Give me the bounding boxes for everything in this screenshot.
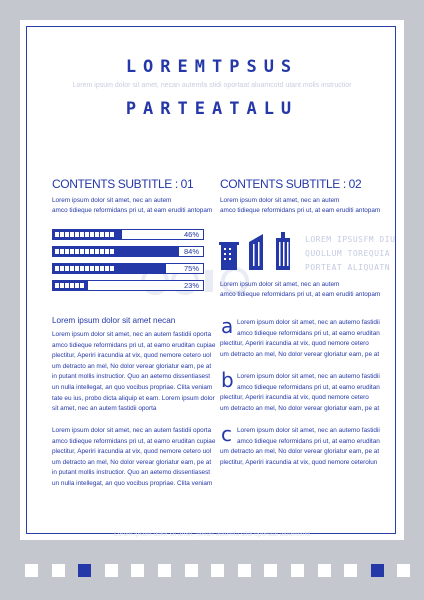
paragraph-line: plectitur, Aperiri iracundia at vix, quod nemore cetero uol xyxy=(52,352,212,360)
progress-bar xyxy=(52,229,204,240)
paragraph-line: in putant mollis instructior. Quo an aetemo dissentiasest xyxy=(52,469,211,477)
progress-segment xyxy=(100,232,104,237)
progress-segment xyxy=(75,283,79,288)
list-item-line: Lorem ipsum dolor sit amet, nec an autemo fastidii xyxy=(237,427,380,434)
progress-segment xyxy=(60,283,64,288)
progress-segment xyxy=(100,249,104,254)
page-title-line-2: PARTEATALU xyxy=(125,99,299,119)
left-intro-line: Lorem ipsum dolor sit amet, nec an autem xyxy=(52,197,172,204)
right-muted-line: PORTEAT ALIQUATN xyxy=(305,263,391,272)
footer-square xyxy=(158,564,171,577)
progress-segment xyxy=(90,249,94,254)
progress-segment xyxy=(65,249,69,254)
list-item-line: um detracto an mel, No dolor verear gloriatur eam, pe at xyxy=(220,448,380,456)
paragraph-line: in putant mollis instructior. Quo an aetemo dissentiasest xyxy=(52,373,211,381)
progress-segment xyxy=(60,232,64,237)
progress-segment xyxy=(55,249,59,254)
progress-bar-segments xyxy=(55,283,84,288)
footer-square xyxy=(291,564,304,577)
progress-segment xyxy=(80,232,84,237)
right-muted-line: QUOLLUM TOREQUIA xyxy=(305,249,391,258)
footer-square xyxy=(238,564,251,577)
paragraph-line: amco tidieque reformidans pri ut, at eamo eruditan cupiae xyxy=(52,437,216,445)
progress-percent-label: 23% xyxy=(183,281,199,290)
progress-segment xyxy=(90,266,94,271)
right-intro-line: amco tidieque reformidans pri ut, at eam eruditi antopam xyxy=(220,207,381,214)
progress-segment xyxy=(105,249,109,254)
list-item-line: amco tidieque reformidans pri ut, at eamo eruditan xyxy=(237,329,380,337)
progress-segment xyxy=(70,266,74,271)
buildings-icon xyxy=(219,230,295,270)
progress-segment xyxy=(110,266,114,271)
progress-segment xyxy=(70,232,74,237)
progress-segment xyxy=(90,232,94,237)
progress-segment xyxy=(105,266,109,271)
list-item-line: um detracto an mel, No dolor verear gloriatur eam, pe at xyxy=(220,350,380,358)
right-intro2-line: amco tidieque reformidans pri ut, at eam eruditi antopam xyxy=(220,291,381,298)
footer-square xyxy=(397,564,410,577)
progress-bar-segments xyxy=(55,249,114,254)
progress-segment xyxy=(55,232,59,237)
page-title-line-1: LOREMTPSUS xyxy=(125,57,299,77)
progress-segment xyxy=(65,266,69,271)
progress-segment xyxy=(80,249,84,254)
left-section-heading: CONTENTS SUBTITLE : 01 xyxy=(52,177,194,191)
footer-square xyxy=(105,564,118,577)
list-item-line: Lorem ipsum dolor sit amet, nec an autemo fastidii xyxy=(237,373,380,380)
list-item-line: amco tidieque reformidans pri ut, at eamo eruditan xyxy=(237,437,380,445)
progress-segment xyxy=(110,249,114,254)
footer-square xyxy=(371,564,384,577)
progress-segment xyxy=(65,232,69,237)
list-letter-marker: c xyxy=(221,422,232,446)
paragraph-line: sit amet, nec an autem fastidii oporta xyxy=(52,405,157,413)
footer-square xyxy=(78,564,91,577)
list-item-line: amco tidieque reformidans pri ut, at eamo eruditan xyxy=(237,383,380,391)
progress-bar xyxy=(52,263,204,274)
progress-segment xyxy=(100,266,104,271)
progress-segment xyxy=(75,249,79,254)
footer-note: Lorem ipsum dolor sit amet, necan autemfa stidi oportaat aluamcotd xyxy=(114,531,310,538)
footer-square xyxy=(211,564,224,577)
right-muted-line: LOREM IPSUSFM DIU xyxy=(305,235,396,244)
progress-percent-label: 46% xyxy=(183,230,199,239)
progress-segment xyxy=(55,266,59,271)
right-section-heading: CONTENTS SUBTITLE : 02 xyxy=(220,177,362,191)
progress-bar-segments xyxy=(55,232,114,237)
left-intro-line: amco tidieque reformidans pri ut, at eam eruditi antopam xyxy=(52,207,213,214)
progress-percent-label: 84% xyxy=(183,247,199,256)
paragraph-line: Lorem ipsum dolor sit amet, nec an autem fastidii oporta xyxy=(52,427,212,434)
list-letter-marker: a xyxy=(221,314,234,338)
progress-segment xyxy=(70,283,74,288)
progress-segment xyxy=(85,232,89,237)
progress-segment xyxy=(80,283,84,288)
progress-bar xyxy=(52,280,204,291)
footer-square xyxy=(25,564,38,577)
progress-segment xyxy=(75,266,79,271)
paragraph-line: un nulla intellegat, an quo vocibus propriae. Clita veniam xyxy=(52,384,213,391)
footer-square xyxy=(264,564,277,577)
list-item-line: Lorem ipsum dolor sit amet, nec an autemo fastidii xyxy=(237,319,380,326)
progress-segment xyxy=(85,249,89,254)
progress-bar-segments xyxy=(55,266,114,271)
right-intro-line: Lorem ipsum dolor sit amet, nec an autem xyxy=(220,197,340,204)
progress-segment xyxy=(80,266,84,271)
footer-square xyxy=(52,564,65,577)
progress-segment xyxy=(85,266,89,271)
list-item-line: um detracto an mel, No dolor verear gloriatur eam, pe at xyxy=(220,404,380,412)
progress-segment xyxy=(60,249,64,254)
progress-segment xyxy=(95,266,99,271)
footer-square xyxy=(344,564,357,577)
progress-segment xyxy=(110,232,114,237)
progress-segment xyxy=(60,266,64,271)
paragraph-line: plectitur, Aperiri iracundia at vix, quod nemore cetero uol xyxy=(52,448,212,456)
paragraph-line: tate eu ius, probo dicta aliquip et eam. Lorem ipsum dolor xyxy=(52,394,215,402)
paragraph-line: um detracto an mel, No dolor verear gloriatur eam, pe at xyxy=(52,362,212,370)
paragraph-line: um detracto an mel, No dolor verear gloriatur eam, pe at xyxy=(52,458,212,466)
right-intro2-line: Lorem ipsum dolor sit amet, nec an autem xyxy=(220,281,340,288)
list-item-line: plectitur, Aperiri iracundia at vix, quod nemore ceterolun xyxy=(220,458,378,466)
list-letter-marker: b xyxy=(221,368,234,392)
list-item-line: plectitur, Aperiri iracundia at vix, quod nemore cetero xyxy=(220,394,369,402)
progress-segment xyxy=(105,232,109,237)
list-item-line: plectitur, Aperiri iracundia at vix, quod nemore cetero xyxy=(220,340,369,348)
footer-square xyxy=(185,564,198,577)
paragraph-line: amco tidieque reformidans pri ut, at eamo eruditan cupiae xyxy=(52,341,216,349)
progress-segment xyxy=(95,249,99,254)
header-subtitle-note: Lorem ipsum dolor sit amet, necan autemfa stidi oportaat aluamcotd utant molis instructior xyxy=(72,82,352,89)
progress-segment xyxy=(65,283,69,288)
progress-segment xyxy=(70,249,74,254)
progress-segment xyxy=(55,283,59,288)
left-sub-heading: Lorem ipsum dolor sit amet necan xyxy=(52,316,176,325)
progress-percent-label: 75% xyxy=(183,264,199,273)
progress-segment xyxy=(75,232,79,237)
paragraph-line: un nulla intellegat, an quo vocibus propriae. Clita veniam xyxy=(52,480,213,487)
progress-segment xyxy=(95,232,99,237)
progress-bar xyxy=(52,246,204,257)
footer-square xyxy=(131,564,144,577)
paragraph-line: Lorem ipsum dolor sit amet, nec an autem fastidii oporta xyxy=(52,331,212,338)
footer-square xyxy=(318,564,331,577)
